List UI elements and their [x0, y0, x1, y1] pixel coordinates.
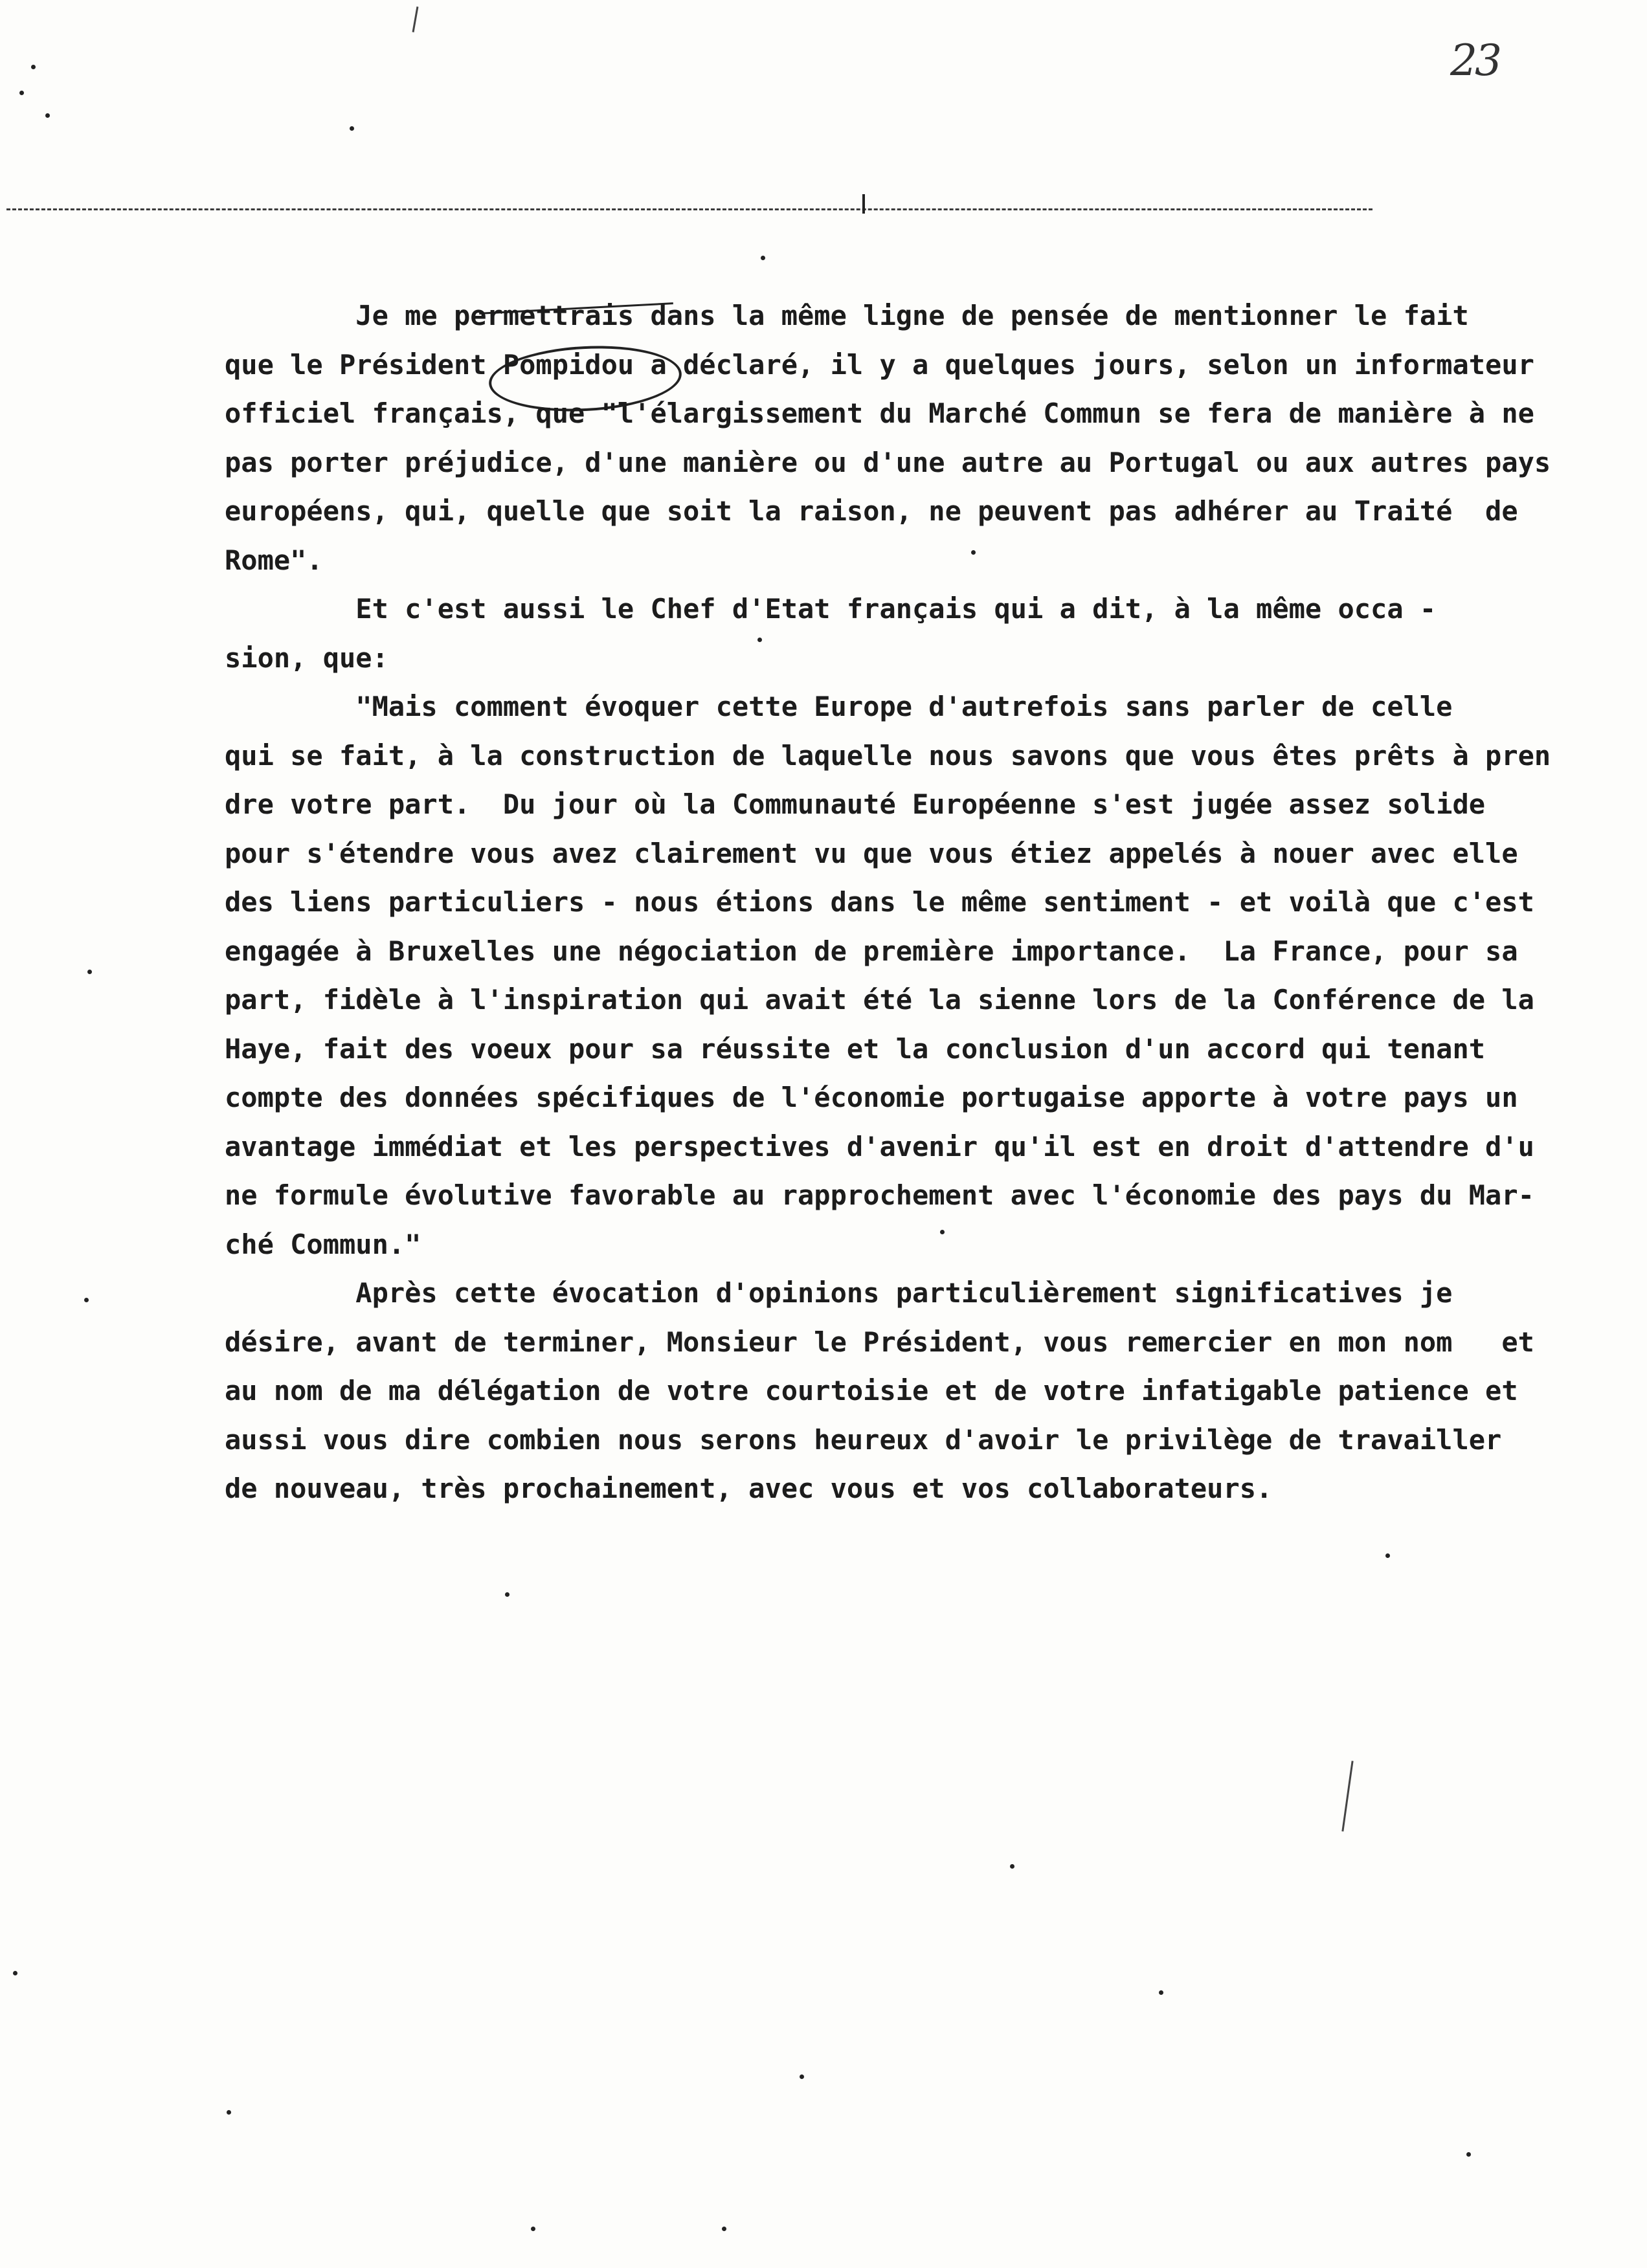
paragraph-4 [225, 1269, 1532, 1513]
text-line: de nouveau, très prochainement, avec vous et vos collaborateurs. [225, 1473, 1273, 1504]
scan-speck [84, 1298, 89, 1302]
text-line: des liens particuliers - nous étions dans le même sentiment - et voilà que c'est [225, 886, 1534, 918]
text-line: Après cette évocation d'opinions particulièrement significatives je [225, 1277, 1453, 1309]
scan-speck [227, 2110, 231, 2115]
text-line: sion, que: [225, 641, 388, 674]
text-line: pour s'étendre vous avez clairement vu que vous étiez appelés à nouer avec elle [225, 837, 1518, 869]
text-line: dre votre part. Du jour où la Communauté Européenne s'est jugée assez solide [225, 788, 1486, 820]
scan-speck [531, 2227, 535, 2231]
scan-speck [13, 1971, 17, 1975]
text-line: Haye, fait des voeux pour sa réussite et la conclusion d'un accord qui tenant [225, 1032, 1486, 1065]
scan-speck [761, 256, 765, 260]
scan-speck [31, 65, 36, 69]
rule-tick-mark [862, 194, 865, 214]
text-line: compte des données spécifiques de l'économie portugaise apporte à votre pays un [225, 1082, 1518, 1113]
text-line: Rome". [225, 544, 323, 576]
paragraph-1 [225, 291, 1551, 584]
text-line: ne formule évolutive favorable au rapprochement avec l'économie des pays du Mar- [225, 1179, 1534, 1211]
text-line: qui se fait, à la construction de laquelle nous savons que vous êtes prêts à pren [225, 739, 1551, 772]
scan-speck [1010, 1864, 1014, 1869]
scan-speck [800, 2074, 804, 2079]
paragraph-3-quote [225, 682, 1551, 1269]
scan-speck [505, 1592, 510, 1597]
text-line: pas porter préjudice, d'une manière ou d'une autre au Portugal ou aux autres pays [225, 446, 1551, 478]
text-line: officiel français, que "l'élargissement du Marché Commun se fera de manière à ne [225, 397, 1534, 429]
letter-body [225, 291, 1551, 1513]
text-line: avantage immédiat et les perspectives d'avenir qu'il est en droit d'attendre d'u [225, 1130, 1534, 1162]
scan-speck [1385, 1553, 1390, 1558]
header-rule [6, 208, 1372, 210]
scan-speck [350, 126, 354, 131]
scan-speck [87, 970, 92, 974]
scan-stroke [1341, 1761, 1353, 1831]
text-line: engagée à Bruxelles une négociation de première importance. La France, pour sa [225, 935, 1518, 967]
scan-speck [45, 113, 50, 118]
text-line: européens, qui, quelle que soit la raison, ne peuvent pas adhérer au Traité de [225, 495, 1518, 527]
scan-speck [722, 2227, 726, 2231]
scan-speck [19, 91, 24, 95]
text-line: "Mais comment évoquer cette Europe d'autrefois sans parler de celle [225, 691, 1453, 722]
text-line: part, fidèle à l'inspiration qui avait été la sienne lors de la Conférence de la [225, 984, 1534, 1016]
text-line: aussi vous dire combien nous serons heureux d'avoir le privilège de travailler [225, 1423, 1502, 1456]
paragraph-2 [225, 584, 1532, 682]
text-line: Et c'est aussi le Chef d'Etat français qui a dit, à la même occa - [225, 593, 1437, 625]
scan-speck [1466, 2152, 1471, 2157]
text-line: Je me permettrais dans la même ligne de pensée de mentionner le fait [225, 300, 1469, 331]
text-line: que le Président Pompidou a déclaré, il y a quelques jours, selon un informateur [225, 348, 1534, 381]
text-line: désire, avant de terminer, Monsieur le Président, vous remercier en mon nom et [225, 1326, 1534, 1358]
text-line: ché Commun." [225, 1228, 421, 1260]
scan-speck [1159, 1990, 1163, 1995]
page-number: 23 [1450, 36, 1499, 85]
scan-stroke [412, 6, 419, 32]
text-line: au nom de ma délégation de votre courtoisie et de votre infatigable patience et [225, 1375, 1518, 1406]
